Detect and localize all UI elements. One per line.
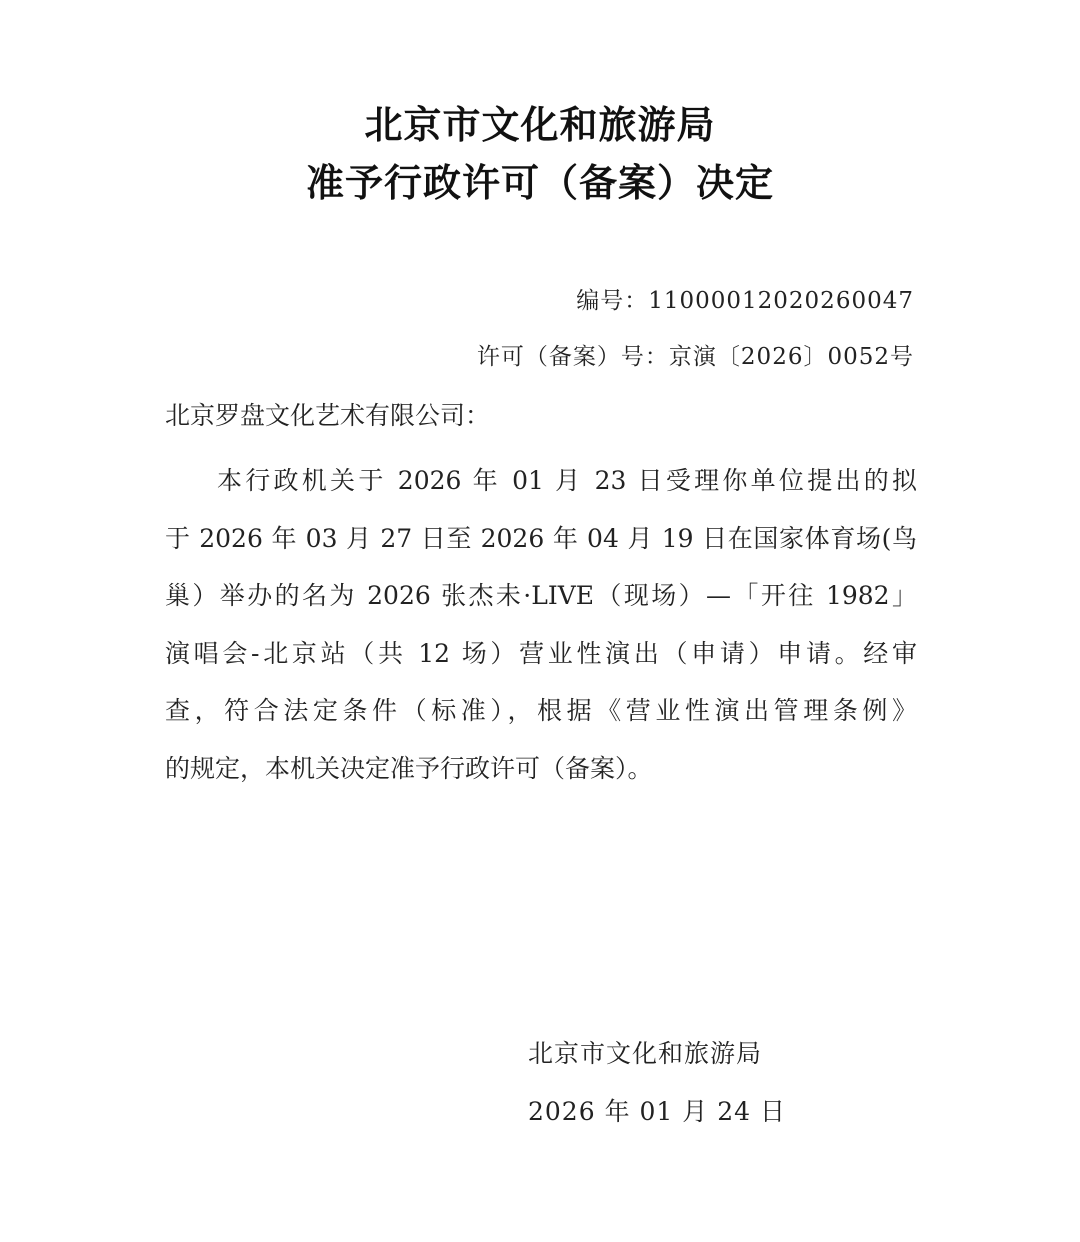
body-line: 的规定，本机关决定准予行政许可（备案）。 [165,753,653,783]
document-title-decision: 准予行政许可（备案）决定 [305,161,774,205]
signature-date: 2026 年 01 月 24 日 [528,1097,786,1126]
document-title-authority: 北京市文化和旅游局 [364,103,716,147]
signature-authority: 北京市文化和旅游局 [528,1039,763,1068]
document-number: 编号：11000012020260047 [576,288,914,314]
body-line: 本行政机关于 2026 年 01 月 23 日受理你单位提出的拟 [217,466,917,495]
decision-body [165,452,917,797]
body-line: 查，符合法定条件（标准），根据《营业性演出管理条例》 [165,696,917,725]
addressee: 北京罗盘文化艺术有限公司： [165,401,491,430]
license-number: 许可（备案）号：京演〔2026〕0052号 [476,344,914,370]
body-line: 于 2026 年 03 月 27 日至 2026 年 04 月 19 日在国家体育场(鸟 [165,523,917,553]
body-line: 演唱会-北京站（共 12 场）营业性演出（申请）申请。经审 [165,638,917,668]
body-line: 巢）举办的名为 2026 张杰未·LIVE（现场）—「开往 1982」 [165,581,917,610]
